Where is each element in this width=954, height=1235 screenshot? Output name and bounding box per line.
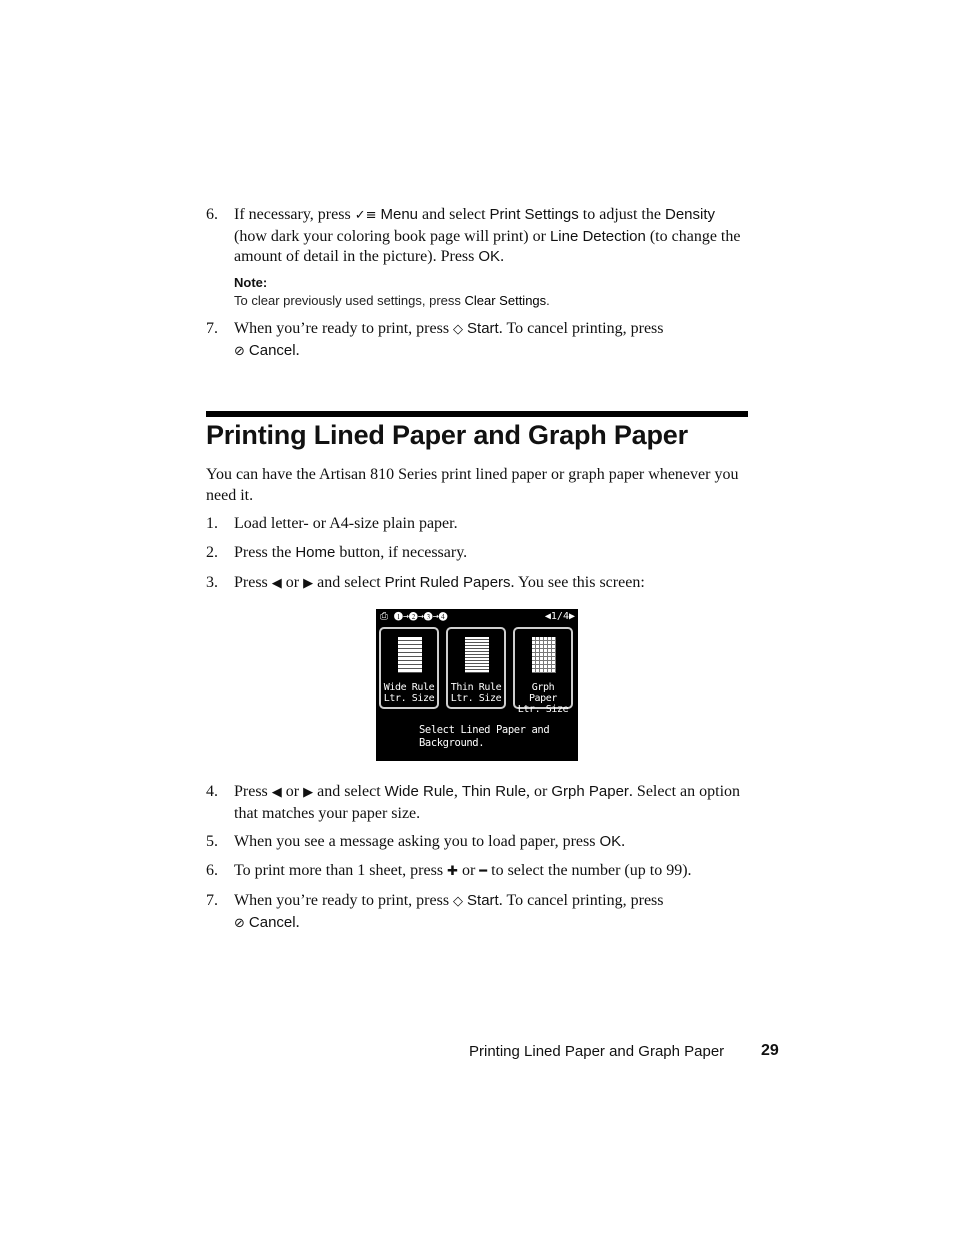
thin-rule-thumbnail	[465, 637, 489, 673]
running-footer: Printing Lined Paper and Graph Paper	[469, 1043, 725, 1060]
graph-paper-thumbnail	[532, 637, 556, 673]
option-label: Wide Rule	[383, 682, 435, 693]
print-ruled-papers-label: Print Ruled Papers	[384, 574, 511, 591]
print-settings-label: Print Settings	[489, 206, 579, 223]
lcd-screen	[376, 609, 578, 761]
wide-rule-thumbnail	[398, 637, 422, 673]
step-number: 7.	[206, 892, 218, 909]
clear-settings-label: Clear Settings	[464, 293, 547, 308]
section-intro: You can have the Artisan 810 Series print lined paper or graph paper whenever you need it.	[206, 466, 739, 504]
step-number: 5.	[206, 833, 218, 850]
step-7-top: 7. When you’re ready to print, press ◇ Start. To cancel printing, press ⊘ Cancel.	[206, 320, 664, 359]
cancel-label: Cancel	[248, 341, 296, 359]
minus-icon: ━	[479, 864, 488, 879]
grph-paper-label: Grph Paper	[551, 783, 629, 800]
start-icon: ◇	[453, 894, 464, 909]
option-size: Ltr. Size	[383, 693, 435, 704]
ok-label: OK	[599, 833, 622, 850]
menu-icon: ✓≡	[354, 208, 377, 223]
step-number: 6.	[206, 862, 218, 879]
page-number: 29	[761, 1042, 779, 1059]
cancel-icon: ⊘	[234, 343, 245, 359]
start-icon: ◇	[453, 322, 464, 337]
section-title: Printing Lined Paper and Graph Paper	[206, 420, 688, 450]
wide-rule-option[interactable]	[379, 627, 439, 709]
line-detection-label: Line Detection	[549, 227, 646, 245]
step-5: 5. When you see a message asking you to load paper, press OK.	[206, 832, 751, 853]
start-label: Start	[467, 892, 499, 909]
note-heading: Note:	[234, 275, 268, 290]
step-4: 4. Press ◀ or ▶ and select Wide Rule, Thin Rule, or Grph Paper. Select an option that matches your paper size.	[206, 783, 741, 822]
option-label: Grph Paper	[528, 682, 558, 704]
step-3: 3. Press ◀ or ▶ and select Print Ruled Papers. You see this screen:	[206, 573, 751, 595]
plus-icon: ✚	[447, 864, 458, 879]
step-6: 6. To print more than 1 sheet, press ✚ or ━ to select the number (up to 99).	[206, 861, 751, 883]
wizard-steps: ❶→❷→❸→❹	[394, 611, 448, 622]
wide-rule-label: Wide Rule	[384, 783, 454, 800]
step-7: 7. When you’re ready to print, press ◇ Start. To cancel printing, press ⊘ Cancel.	[206, 892, 664, 931]
cancel-icon: ⊘	[234, 915, 245, 931]
step-2: 2. Press the Home button, if necessary.	[206, 543, 751, 564]
cancel-label: Cancel	[248, 913, 296, 931]
menu-label: Menu	[380, 206, 419, 223]
lcd-message: Select Lined Paper and Background.	[419, 724, 550, 749]
step-number: 3.	[206, 574, 218, 591]
graph-paper-option[interactable]	[513, 627, 573, 715]
printer-icon: ⎙	[380, 611, 388, 622]
step-number: 1.	[206, 515, 218, 532]
home-label: Home	[295, 544, 336, 561]
option-size: Ltr. Size	[517, 704, 569, 715]
step-1: 1. Load letter- or A4-size plain paper.	[206, 514, 751, 535]
right-arrow-icon: ▶	[303, 785, 314, 800]
section-rule	[206, 411, 748, 417]
thin-rule-option[interactable]	[446, 627, 506, 709]
thin-rule-label: Thin Rule	[461, 783, 527, 800]
option-size: Ltr. Size	[450, 693, 502, 704]
step-number: 6.	[206, 206, 218, 223]
step-number: 2.	[206, 544, 218, 561]
step-number: 7.	[206, 320, 218, 337]
page-indicator: ◀1/4▶	[544, 611, 575, 622]
note-text: To clear previously used settings, press Clear Settings.	[234, 293, 550, 308]
option-label: Thin Rule	[450, 682, 502, 693]
right-arrow-icon: ▶	[303, 576, 314, 591]
ok-label: OK	[478, 248, 501, 265]
density-label: Density	[664, 206, 716, 223]
start-label: Start	[467, 320, 499, 337]
left-arrow-icon: ◀	[271, 576, 282, 591]
step-number: 4.	[206, 783, 218, 800]
left-arrow-icon: ◀	[271, 785, 282, 800]
step-6-top: 6. If necessary, press ✓≡ Menu and select Print Settings to adjust the Density (how dark your coloring book page will print) or Line Detection (to change the amount of detail in the picture). Press OK.	[206, 206, 741, 265]
